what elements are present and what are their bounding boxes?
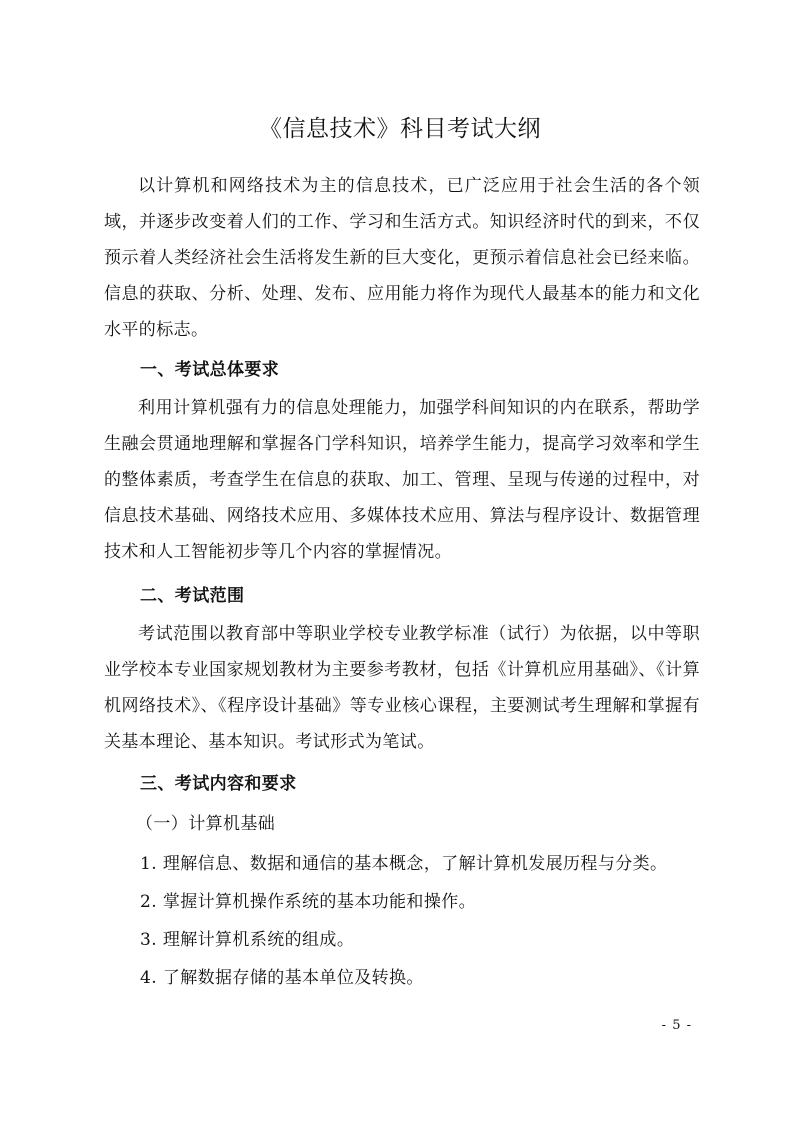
section-2-heading: 二、考试范围 [140,586,245,606]
list-item: 4. 了解数据存储的基本单位及转换。 [140,968,424,988]
section-3-heading: 三、考试内容和要求 [140,774,297,794]
intro-paragraph: 以计算机和网络技术为主的信息技术，已广泛应用于社会生活的各个领域，并逐步改变着人们的工作、学习和生活方式。知识经济时代的到来，不仅预示着人类经济社会生活将发生新的巨大变化，更预示着信息社会已经来临。信息的获取、分析、处理、发布、应用能力将作为现代人最基本的能力和文化水平的标志。 [104,176,700,340]
list-item: 3. 理解计算机系统的组成。 [140,930,355,950]
list-item: 2. 掌握计算机操作系统的基本功能和操作。 [140,892,477,912]
section-1-paragraph: 利用计算机强有力的信息处理能力，加强学科间知识的内在联系，帮助学生融会贯通地理解和掌握各门学科知识，培养学生能力，提高学习效率和学生的整体素质，考查学生在信息的获取、加工、管理、呈现与传递的过程中，对信息技术基础、网络技术应用、多媒体技术应用、算法与程序设计、数据管理技术和人工智能初步等几个内容的掌握情况。 [104,398,700,562]
subsection-heading: （一）计算机基础 [136,814,276,834]
list-item: 1. 理解信息、数据和通信的基本概念，了解计算机发展历程与分类。 [140,854,668,874]
document-title: 《信息技术》科目考试大纲 [259,116,541,142]
section-1-heading: 一、考试总体要求 [140,360,280,380]
page-number: - 5 - [661,1018,692,1033]
section-2-paragraph: 考试范围以教育部中等职业学校专业教学标准（试行）为依据，以中等职业学校本专业国家规划教材为主要参考教材，包括《计算机应用基础》、《计算机网络技术》、《程序设计基础》等专业核心课程，主要测试考生理解和掌握有关基本理论、基本知识。考试形式为笔试。 [104,624,700,752]
